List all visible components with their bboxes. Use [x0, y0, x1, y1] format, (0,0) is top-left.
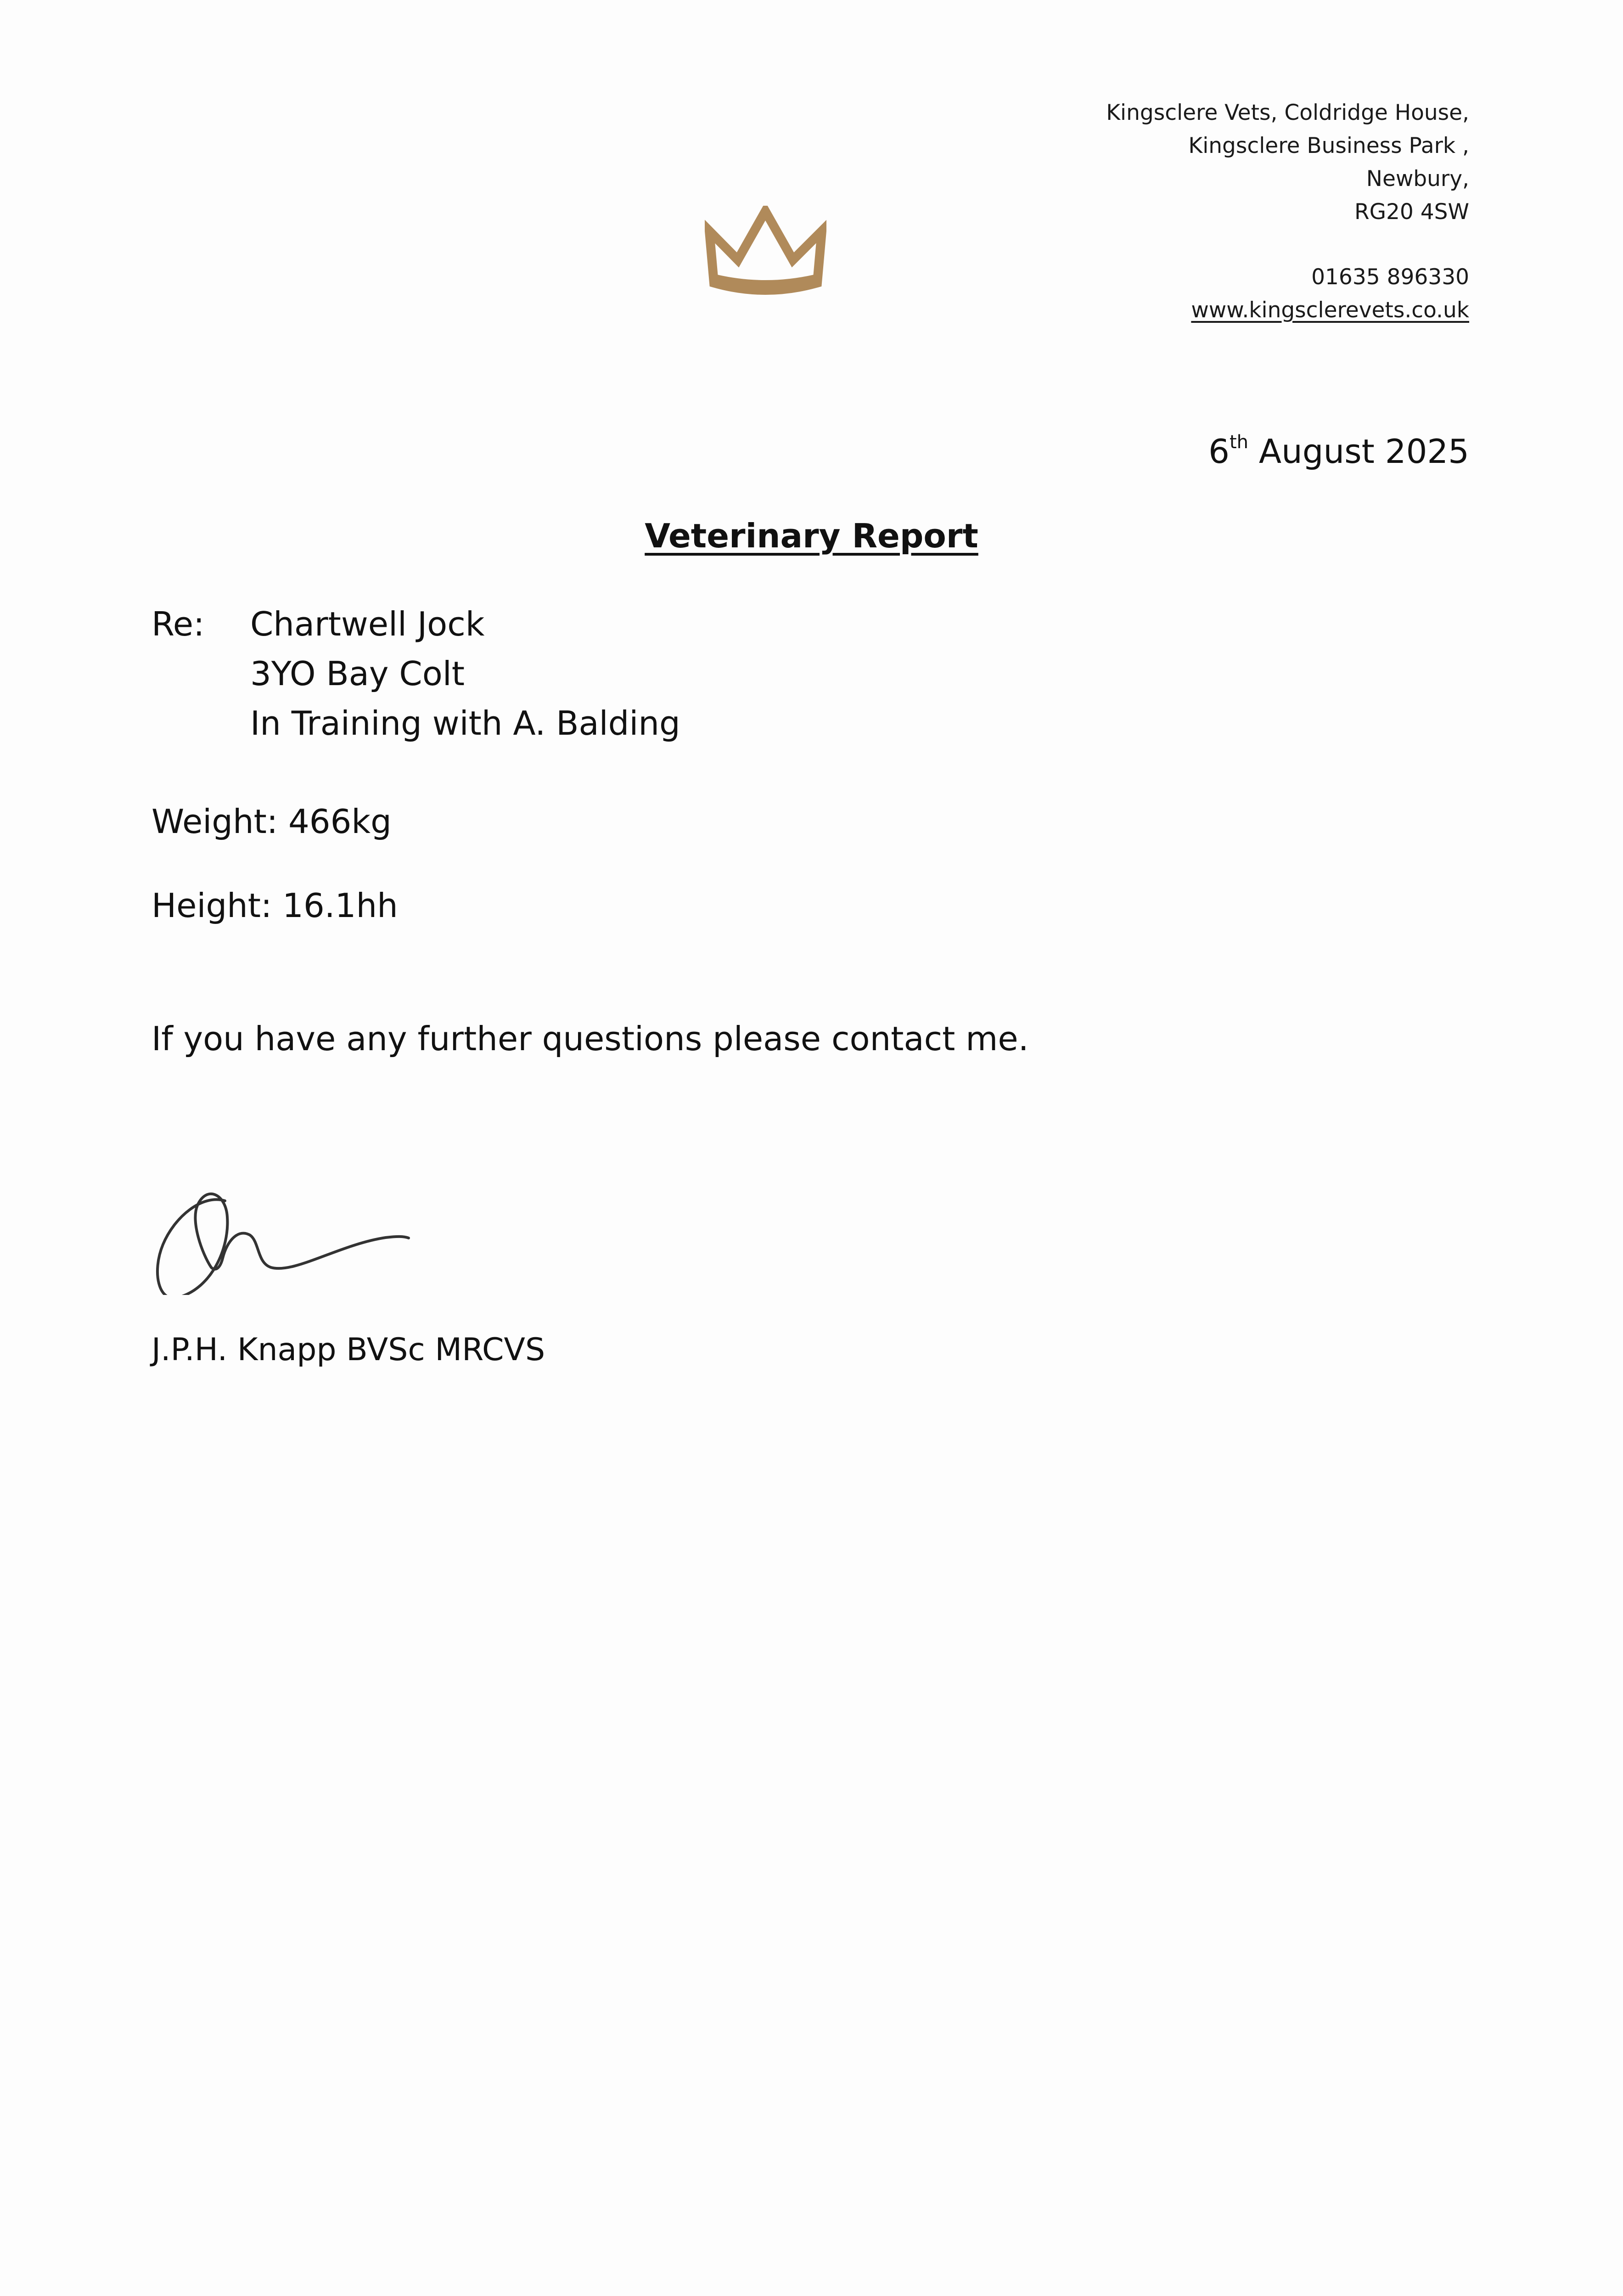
address-line-4: RG20 4SW — [1354, 199, 1469, 225]
letterhead-address — [1106, 96, 1469, 327]
closing-sentence: If you have any further questions please contact me. — [152, 1019, 1029, 1058]
phone-number: 01635 896330 — [1311, 264, 1469, 290]
horse-description: 3YO Bay Colt — [250, 654, 465, 693]
weight-value: Weight: 466kg — [152, 802, 392, 841]
date-day: 6 — [1208, 432, 1230, 471]
horse-trainer: In Training with A. Balding — [250, 704, 680, 743]
height-value: Height: 16.1hh — [152, 886, 398, 925]
date-month-year: August 2025 — [1258, 432, 1469, 471]
re-details — [250, 599, 680, 748]
address-line-2: Kingsclere Business Park , — [1188, 133, 1469, 158]
crown-icon — [705, 206, 826, 298]
address-line-1: Kingsclere Vets, Coldridge House, — [1106, 100, 1469, 125]
date-ordinal: th — [1229, 432, 1249, 453]
address-line-3: Newbury, — [1366, 166, 1469, 191]
signatory-name: J.P.H. Knapp BVSc MRCVS — [152, 1332, 545, 1368]
re-label: Re: — [152, 605, 205, 643]
report-title-text: Veterinary Report — [645, 517, 978, 555]
signature-image — [147, 1130, 422, 1295]
horse-name: Chartwell Jock — [250, 605, 485, 643]
website-link[interactable]: www.kingsclerevets.co.uk — [1191, 298, 1469, 323]
letter-date — [1208, 432, 1469, 471]
report-title — [0, 517, 1623, 555]
